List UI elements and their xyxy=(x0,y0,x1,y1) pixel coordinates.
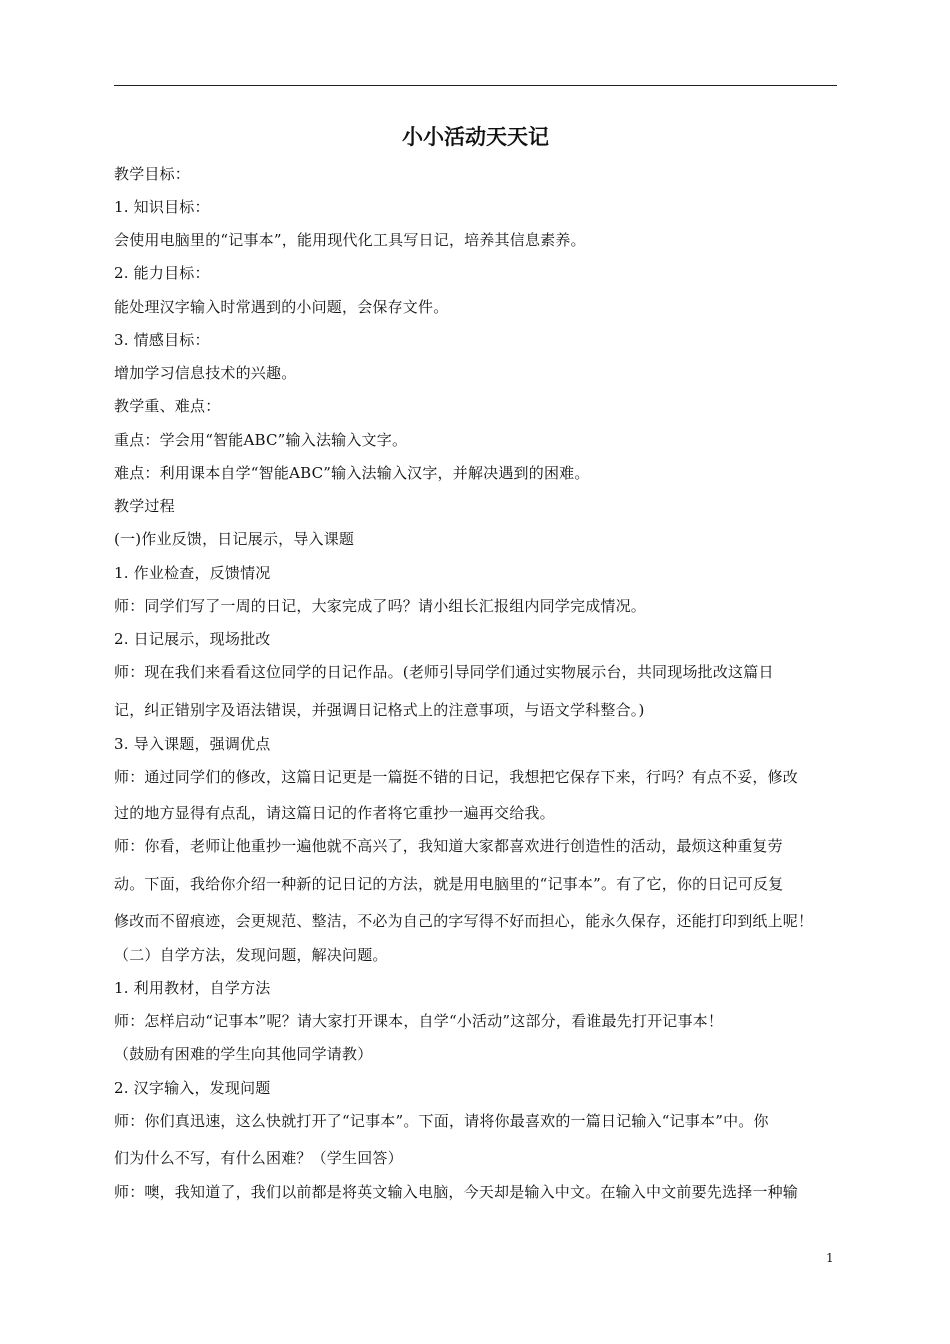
body-line: 过的地方显得有点乱，请这篇日记的作者将它重抄一遍再交给我。 xyxy=(114,804,555,822)
body-line: 1. 作业检查，反馈情况 xyxy=(114,564,271,582)
body-line: （鼓励有困难的学生向其他同学请教） xyxy=(114,1045,373,1063)
page-number: 1 xyxy=(826,1251,834,1265)
document-title: 小小活动天天记 xyxy=(402,124,549,149)
body-line: 2. 日记展示，现场批改 xyxy=(114,630,271,648)
body-line: 修改而不留痕迹，会更规范、整洁，不必为自己的字写得不好而担心，能永久保存，还能打印到纸上呢！ xyxy=(114,912,814,930)
body-line: 师：现在我们来看看这位同学的日记作品。(老师引导同学们通过实物展示台，共同现场批改这篇日 xyxy=(114,663,774,681)
body-line: 教学过程 xyxy=(114,497,175,515)
body-line: 师：你看，老师让他重抄一遍他就不高兴了，我知道大家都喜欢进行创造性的活动，最烦这种重复劳 xyxy=(114,837,783,855)
body-line: 难点：利用课本自学“智能ABC”输入法输入汉字，并解决遇到的困难。 xyxy=(114,464,590,482)
body-line: 教学重、难点： xyxy=(114,397,221,415)
body-line: 3. 导入课题，强调优点 xyxy=(114,735,271,753)
body-line: 师：怎样启动“记事本”呢？请大家打开课本，自学“小活动”这部分，看谁最先打开记事本！ xyxy=(114,1012,724,1030)
body-line: 增加学习信息技术的兴趣。 xyxy=(114,364,297,382)
body-line: 2. 汉字输入，发现问题 xyxy=(114,1079,271,1097)
header-rule xyxy=(114,85,837,86)
body-line: (一)作业反馈，日记展示，导入课题 xyxy=(114,530,355,548)
body-line: 1. 知识目标： xyxy=(114,198,210,216)
body-line: 1. 利用教材，自学方法 xyxy=(114,979,271,997)
body-line: 动。下面，我给你介绍一种新的记日记的方法，就是用电脑里的“记事本”。有了它，你的日记可反复 xyxy=(114,875,784,893)
body-line: 记，纠正错别字及语法错误，并强调日记格式上的注意事项，与语文学科整合。) xyxy=(114,701,645,719)
body-line: 师：噢，我知道了，我们以前都是将英文输入电脑，今天却是输入中文。在输入中文前要先选择一种输 xyxy=(114,1183,799,1201)
body-line: （二）自学方法，发现问题，解决问题。 xyxy=(114,946,388,964)
body-line: 们为什么不写，有什么困难？（学生回答） xyxy=(114,1149,403,1167)
body-line: 师：你们真迅速，这么快就打开了“记事本”。下面，请将你最喜欢的一篇日记输入“记事本”中。你 xyxy=(114,1112,769,1130)
body-line: 师：同学们写了一周的日记，大家完成了吗？请小组长汇报组内同学完成情况。 xyxy=(114,597,647,615)
body-line: 2. 能力目标： xyxy=(114,264,210,282)
body-line: 教学目标： xyxy=(114,165,191,183)
body-line: 会使用电脑里的“记事本”，能用现代化工具写日记，培养其信息素养。 xyxy=(114,231,586,249)
body-line: 能处理汉字输入时常遇到的小问题，会保存文件。 xyxy=(114,298,449,316)
body-line: 师：通过同学们的修改，这篇日记更是一篇挺不错的日记，我想把它保存下来，行吗？有点不妥，修改 xyxy=(114,768,799,786)
body-line: 3. 情感目标： xyxy=(114,331,210,349)
body-line: 重点：学会用“智能ABC”输入法输入文字。 xyxy=(114,431,408,449)
